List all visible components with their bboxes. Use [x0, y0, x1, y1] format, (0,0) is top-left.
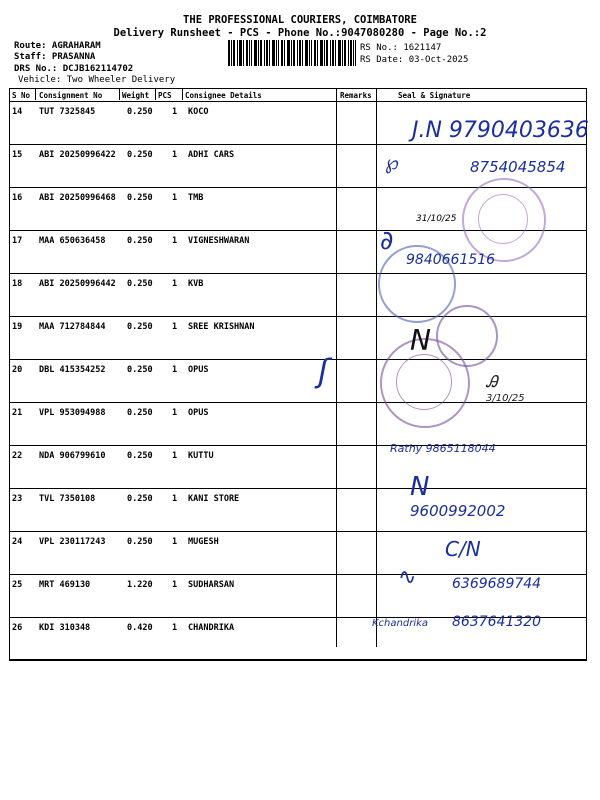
- staff-label: Staff: PRASANNA: [14, 52, 96, 62]
- cell-pcs: 1: [172, 279, 178, 289]
- table-row: [10, 317, 586, 360]
- cell-consignment: MRT 469130: [39, 580, 91, 590]
- cell-pcs: 1: [172, 236, 178, 246]
- cell-consignment: DBL 415354252: [39, 365, 106, 375]
- col-weight: Weight: [122, 91, 150, 100]
- col-divider: [119, 88, 120, 100]
- cell-weight: 0.250: [127, 279, 153, 289]
- cell-pcs: 1: [172, 494, 178, 504]
- cell-sno: 14: [12, 107, 23, 117]
- cell-pcs: 1: [172, 623, 178, 633]
- cell-weight: 0.250: [127, 107, 153, 117]
- handwritten-signature: Ꭿ: [486, 372, 498, 391]
- cell-pcs: 1: [172, 408, 178, 418]
- cell-consignment: MAA 712784844: [39, 322, 106, 332]
- col-divider-remarks: [336, 88, 337, 647]
- cell-consignee: KANI STORE: [188, 494, 240, 504]
- cell-weight: 0.250: [127, 451, 153, 461]
- handwritten-date: 3/10/25: [486, 393, 525, 404]
- handwritten-phone: 9840661516: [406, 252, 496, 268]
- cell-consignee: ADHI CARS: [188, 150, 235, 160]
- cell-consignment: KDI 310348: [39, 623, 91, 633]
- handwritten-phone: 9600992002: [410, 502, 506, 520]
- cell-pcs: 1: [172, 537, 178, 547]
- cell-weight: 0.250: [127, 322, 153, 332]
- cell-sno: 17: [12, 236, 23, 246]
- cell-pcs: 1: [172, 322, 178, 332]
- cell-consignment: ABI 20250996468: [39, 193, 116, 203]
- cell-weight: 0.250: [127, 537, 153, 547]
- vehicle-label: Vehicle: Two Wheeler Delivery: [18, 75, 176, 85]
- cell-consignment: VPL 230117243: [39, 537, 106, 547]
- cell-consignment: ABI 20250996422: [39, 150, 116, 160]
- table-row: [10, 446, 586, 489]
- handwritten-phone: 6369689744: [452, 576, 542, 592]
- rs-no: RS No.: 1621147: [360, 43, 442, 53]
- cell-consignee: VIGNESHWARAN: [188, 236, 250, 246]
- handwritten-phone: Rathy 9865118044: [390, 442, 496, 455]
- cell-sno: 23: [12, 494, 23, 504]
- table-row: [10, 403, 586, 446]
- handwritten-phone: 8754045854: [470, 158, 566, 176]
- cell-pcs: 1: [172, 193, 178, 203]
- cell-sno: 16: [12, 193, 23, 203]
- cell-consignee: SREE KRISHNAN: [188, 322, 255, 332]
- cell-pcs: 1: [172, 365, 178, 375]
- cell-pcs: 1: [172, 150, 178, 160]
- table-row: [10, 532, 586, 575]
- cell-consignee: OPUS: [188, 365, 209, 375]
- cell-consignee: TMB: [188, 193, 204, 203]
- cell-consignment: TVL 7350108: [39, 494, 96, 504]
- handwritten-phone: 8637641320: [452, 614, 542, 630]
- cell-weight: 0.250: [127, 150, 153, 160]
- handwritten-name: Kchandrika: [372, 618, 429, 629]
- cell-consignment: VPL 953094988: [39, 408, 106, 418]
- cell-weight: 0.250: [127, 365, 153, 375]
- col-sno: S No: [12, 91, 31, 100]
- handwritten-signature: ∂: [380, 226, 394, 256]
- cell-weight: 0.250: [127, 408, 153, 418]
- cell-consignee: OPUS: [188, 408, 209, 418]
- cell-weight: 0.250: [127, 236, 153, 246]
- cell-pcs: 1: [172, 451, 178, 461]
- handwritten-date: 31/10/25: [416, 214, 457, 224]
- cell-sno: 22: [12, 451, 23, 461]
- cell-sno: 19: [12, 322, 23, 332]
- runsheet-subtitle: Delivery Runsheet - PCS - Phone No.:9047080280 - Page No.:2: [113, 27, 487, 39]
- barcode: [228, 40, 356, 66]
- handwritten-signature: J.N 9790403636: [412, 118, 589, 143]
- col-consignment: Consignment No: [39, 91, 103, 100]
- cell-sno: 25: [12, 580, 23, 590]
- cell-sno: 21: [12, 408, 23, 418]
- cell-sno: 15: [12, 150, 23, 160]
- cell-consignment: NDA 906799610: [39, 451, 106, 461]
- stamp-tmb-inner: [478, 194, 528, 244]
- table-row: [10, 274, 586, 317]
- cell-sno: 26: [12, 623, 23, 633]
- cell-sno: 20: [12, 365, 23, 375]
- cell-weight: 0.250: [127, 193, 153, 203]
- handwritten-signature: N: [410, 472, 430, 502]
- stamp-opus-inner: [396, 354, 452, 410]
- col-seal: Seal & Signature: [398, 91, 471, 100]
- col-consignee: Consignee Details: [185, 91, 262, 100]
- drs-label: DRS No.: DCJB162114702: [14, 64, 134, 74]
- cell-sno: 24: [12, 537, 23, 547]
- col-pcs: PCS: [158, 91, 172, 100]
- handwritten-signature: Ν: [410, 324, 431, 357]
- cell-consignee: SUDHARSAN: [188, 580, 235, 590]
- cell-consignment: MAA 650636458: [39, 236, 106, 246]
- col-divider: [182, 88, 183, 100]
- route-label: Route: AGRAHARAM: [14, 41, 101, 51]
- col-divider: [155, 88, 156, 100]
- table-header: [10, 89, 586, 102]
- cell-consignment: ABI 20250996442: [39, 279, 116, 289]
- cell-pcs: 1: [172, 107, 178, 117]
- cell-consignee: CHANDRIKA: [188, 623, 235, 633]
- cell-weight: 1.220: [127, 580, 153, 590]
- cell-consignee: MUGESH: [188, 537, 219, 547]
- cell-consignee: KOCO: [188, 107, 209, 117]
- cell-sno: 18: [12, 279, 23, 289]
- rs-date: RS Date: 03-Oct-2025: [360, 55, 469, 65]
- cell-consignee: KVB: [188, 279, 204, 289]
- handwritten-signature: ℘: [385, 150, 399, 174]
- handwritten-signature: ∿: [398, 565, 417, 590]
- cell-weight: 0.420: [127, 623, 153, 633]
- col-divider: [35, 88, 36, 100]
- remarks-mark: ʃ: [318, 352, 329, 390]
- col-divider-seal: [376, 88, 377, 647]
- cell-consignment: TUT 7325845: [39, 107, 96, 117]
- cell-consignee: KUTTU: [188, 451, 214, 461]
- cell-weight: 0.250: [127, 494, 153, 504]
- handwritten-note: C/N: [445, 537, 481, 561]
- col-remarks: Remarks: [340, 91, 372, 100]
- company-title: THE PROFESSIONAL COURIERS, COIMBATORE: [183, 14, 417, 26]
- cell-pcs: 1: [172, 580, 178, 590]
